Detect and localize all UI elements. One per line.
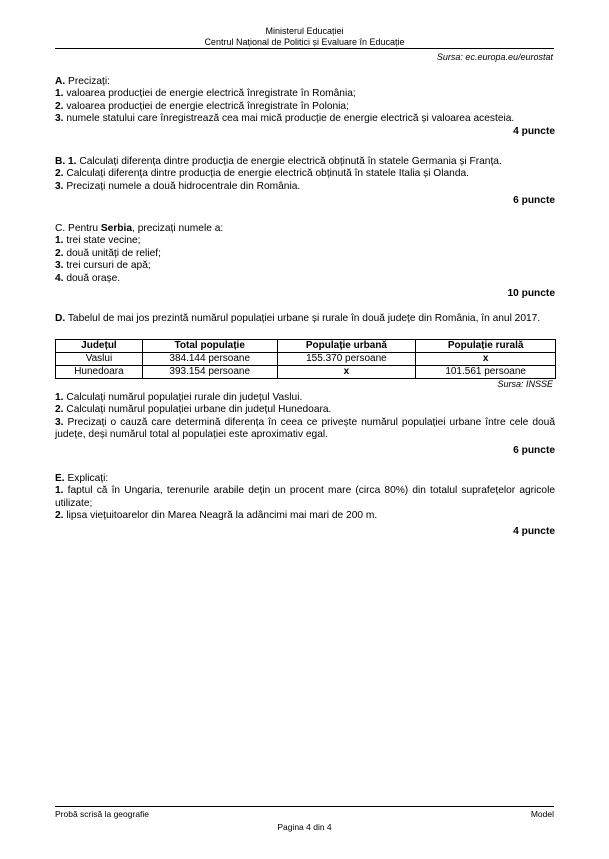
source-eurostat: Sursa: ec.europa.eu/eurostat: [436, 52, 553, 62]
section-a-title: [55, 76, 555, 88]
footer-subject: Probă scrisă la geografie: [55, 809, 150, 819]
section-d-intro-text: Tabelul de mai jos prezintă numărul populației urbane și rurale în două județe din România, în anul 2017.: [65, 313, 541, 324]
section-c-item-1: 1. trei state vecine;: [55, 235, 141, 247]
section-d-letter: D.: [55, 313, 66, 324]
source-insse: Sursa: INSSE: [497, 379, 553, 389]
table-cell: Hunedoara: [56, 366, 143, 379]
table-row: [56, 353, 556, 366]
section-e-item-2: 2. lipsa viețuitoarelor din Marea Neagră la adâncimi mai mari de 200 m.: [55, 510, 378, 522]
section-d-item-3: 3. Precizați o cauză care determină diferența în ceea ce privește numărul populației urbane între cele două județe, deși numărul total al populației este aproximativ egal.: [55, 416, 555, 441]
table-cell: 155.370 persoane: [277, 353, 416, 366]
header-urban: Populație urbană: [277, 340, 416, 353]
section-a-item-1: 1. valoarea producției de energie electrică înregistrate în România;: [55, 88, 356, 100]
table-cell: 384.144 persoane: [142, 353, 277, 366]
country-serbia: Serbia: [100, 223, 133, 234]
table-header-row: [56, 340, 556, 353]
header-ministry: Ministerul Educației: [265, 26, 344, 36]
section-a-title-text: Precizați:: [65, 76, 110, 87]
section-c-item-4: 4. două orașe.: [55, 272, 121, 284]
section-c-points: 10 puncte: [507, 288, 555, 300]
section-b-item-2: 2. Calculați diferența dintre producția de energie electrică obținută în statele Italia și Olanda.: [55, 168, 469, 180]
section-a-points: 4 puncte: [513, 125, 555, 137]
section-b-item-3: 3. Precizați numele a două hidrocentrale din România.: [55, 180, 301, 192]
section-e-item-1: 1. faptul că în Ungaria, terenurile arabile dețin un procent mare (circa 80%) din totalul suprafețelor agricole utilizate;: [55, 485, 555, 509]
section-d-intro: [55, 313, 555, 325]
section-e-title: E. Explicați:: [55, 473, 109, 484]
page-footer: [55, 806, 554, 832]
table-row: [56, 366, 556, 379]
section-c-intro: C. Pentru Serbia, precizați numele a:: [55, 223, 224, 234]
header-rural: Populație rurală: [416, 340, 556, 353]
section-e-letter: E.: [55, 473, 65, 484]
section-e-points: 4 puncte: [513, 525, 555, 537]
section-b-item-1: B. 1. Calculați diferența dintre producția de energie electrică obținută în statele Germania și Franța.: [55, 156, 502, 167]
section-e: [55, 473, 555, 538]
section-d-questions: [55, 392, 555, 457]
section-b-points: 6 puncte: [513, 195, 555, 207]
table-cell: Vaslui: [56, 353, 143, 366]
table-cell: x: [277, 366, 416, 379]
header-total: Total populație: [142, 340, 277, 353]
population-table: [55, 339, 556, 379]
section-a-letter: A.: [55, 76, 66, 87]
header-center: Centrul Național de Politici și Evaluare în Educație: [55, 37, 554, 49]
section-a: [55, 76, 555, 138]
section-a-item-3: 3. numele statului care înregistrează cea mai mică producție de energie electrică și valoarea acesteia. 4 puncte: [55, 113, 555, 137]
table-cell: 393.154 persoane: [142, 366, 277, 379]
section-d-item-1: 1. Calculați numărul populației rurale din județul Vaslui.: [55, 392, 303, 403]
page-number: Pagina 4 din 4: [277, 822, 332, 832]
section-a-item-2: 2. valoarea producției de energie electrică înregistrate în Polonia;: [55, 100, 349, 112]
page-header: [55, 26, 554, 49]
section-d-item-2: 2. Calculați numărul populației urbane din județul Hunedoara.: [55, 404, 332, 416]
footer-model: Model: [530, 809, 554, 819]
section-c: [55, 223, 555, 300]
section-b: [55, 156, 555, 208]
header-judet: Județul: [56, 340, 143, 353]
section-c-item-2: 2. două unități de relief;: [55, 247, 161, 259]
section-d-points: 6 puncte: [513, 444, 555, 456]
table-cell: x: [416, 353, 556, 366]
section-c-item-3: 3. trei cursuri de apă;: [55, 260, 151, 272]
table-cell: 101.561 persoane: [416, 366, 556, 379]
